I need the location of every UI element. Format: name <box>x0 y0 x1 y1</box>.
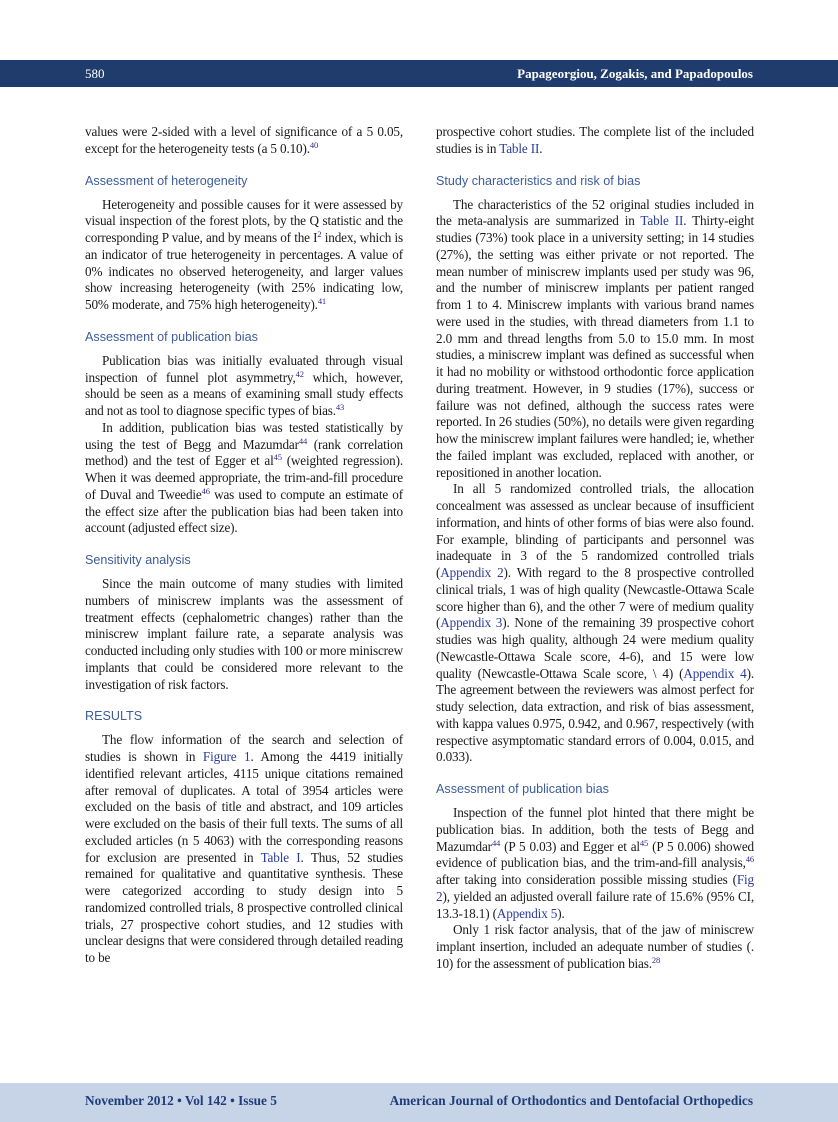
text-run: (weighted regression). When it was deemed appropriate, the trim-and-fill procedure of Duval and Tweedie <box>85 453 404 502</box>
text-run: prospective cohort studies. The complete list of the included studies is in <box>436 124 754 156</box>
section-heading: Study characteristics and risk of bias <box>436 173 641 188</box>
paragraph <box>85 197 403 314</box>
citation-reference[interactable]: 44 <box>298 435 308 446</box>
footer-journal: American Journal of Orthodontics and Dentofacial Orthopedics <box>389 1093 753 1108</box>
page-number: 580 <box>85 66 105 81</box>
running-footer <box>0 1083 838 1122</box>
text-run: The flow information of the search and selection of studies is shown in <box>85 732 403 764</box>
paragraph <box>436 197 754 482</box>
running-header <box>0 60 838 87</box>
text-run: ). <box>557 905 565 921</box>
text-run: Since the main outcome of many studies with limited numbers of miniscrew implants was the assessment of treatment effects (cephalometric changes) rather than the miniscrew implant failure rate, a separate analysis was conducted including only studies with 100 or more miniscrew implants that could be considered more relevant to the investigation of risk factors. <box>85 576 403 692</box>
text-run: ), yielded an adjusted overall failure rate of 15.6% (95% CI, 13.3-18.1) ( <box>436 888 754 921</box>
text-run: was used to compute an estimate of the effect size after the publication bias had been taken into account (adjusted effect size). <box>85 486 403 536</box>
text-run: Publication bias was initially evaluated through visual inspection of funnel plot asymmetry, <box>85 352 403 385</box>
section-heading: Sensitivity analysis <box>85 553 191 567</box>
text-run: . Among the 4419 initially identified relevant articles, 4115 unique citations remained after removal of duplicates. A total of 3954 articles were excluded on the basis of title and abstract, and 109 articles were excluded on the basis of their full texts. The sums of all excluded articles (n 5 4063) with the corresponding reasons for exclusion are presented in <box>85 749 403 865</box>
paragraph <box>436 922 754 972</box>
cross-reference-link[interactable]: Figure 1 <box>202 749 251 764</box>
paragraph <box>85 420 403 537</box>
running-header-authors: Papageorgiou, Zogakis, and Papadopoulos <box>517 66 753 81</box>
footer-issue: November 2012 • Vol 142 • Issue 5 <box>85 1093 277 1108</box>
text-run: The characteristics of the 52 original studies included in the meta-analysis are summarized in <box>436 196 754 229</box>
citation-reference[interactable]: 43 <box>335 402 345 412</box>
text-run: Only 1 risk factor analysis, that of the jaw of miniscrew implant insertion, included an adequate number of studies (. 10) for the assessment of publication bias. <box>436 922 754 971</box>
paragraph <box>436 805 754 922</box>
paragraph <box>85 353 403 420</box>
text-run: ). With regard to the 8 prospective controlled clinical trials, 1 was of high quality (Newcastle-Ottawa Scale score higher than 6), and the other 7 were of medium quality ( <box>436 565 755 631</box>
text-run: (rank correlation method) and the test of Egger et al <box>85 436 403 469</box>
cross-reference-link[interactable]: Table II <box>499 140 540 156</box>
cross-reference-link[interactable]: Appendix 4 <box>683 665 747 681</box>
paragraph <box>85 732 403 967</box>
text-run: index, which is an indicator of true heterogeneity in percentages. A value of 0% indicates no observed heterogeneity, and larger values show increasing heterogeneity (with 25% indicating low, 50% moderate, and 75% high heterogeneity). <box>85 230 403 312</box>
citation-reference[interactable]: 42 <box>295 368 304 379</box>
citation-reference[interactable]: 46 <box>201 485 210 496</box>
cross-reference-link[interactable]: Table I <box>260 849 301 865</box>
section-heading: RESULTS <box>85 709 143 724</box>
paragraph <box>436 124 754 158</box>
cross-reference-link[interactable]: Fig 2 <box>436 872 754 904</box>
cross-reference-link[interactable]: Appendix 5 <box>496 905 558 921</box>
text-run: (P 5 0.03) and Egger et al <box>500 838 640 854</box>
citation-reference[interactable]: 45 <box>639 837 649 848</box>
citation-reference[interactable]: 28 <box>651 954 661 965</box>
citation-reference[interactable]: 41 <box>317 296 327 306</box>
cross-reference-link[interactable]: Appendix 2 <box>440 565 504 580</box>
paragraph <box>436 481 754 766</box>
cross-reference-link[interactable]: Appendix 3 <box>440 615 503 631</box>
section-heading: Assessment of publication bias <box>436 782 609 796</box>
text-run: . Thirty-eight studies (73%) took place in a university setting; in 14 studies (27%), the setting was either private or not reported. The mean number of miniscrew implants used per study was 96, and the number of miniscrew implants per patient ranged from 1 to 4. Miniscrew implants with various brand names were used in the studies, with thread diameters from 1.1 to 2.0 mm and thread lengths from 5.0 to 15.0 mm. In most studies, a miniscrew implant was defined as successful when it had no mobility or withstood orthodontic force application during treatment. However, in 9 studies (17%), success or failure was not defined, although the success rates were reported. In 26 studies (50%), no details were given regarding how the miniscrew implant failures were handled; ie, whether the failed implant was excluded, replaced with another, or repositioned in another location. <box>436 213 755 480</box>
text-run: Inspection of the funnel plot hinted that there might be publication bias. In addition, both the tests of Begg and Mazumdar <box>436 805 754 854</box>
text-run: ). The agreement between the reviewers was almost perfect for study selection, data extraction, and risk of bias assessment, with kappa values 0.975, 0.942, and 0.967, respectively (with respective asymptomatic standard errors of 0.004, 0.015, and 0.033). <box>436 665 754 765</box>
text-run: which, however, should be seen as a means of examining small study effects and not as tool to diagnose specific types of bias. <box>85 369 403 418</box>
cross-reference-link[interactable]: Table II <box>640 213 684 229</box>
text-run: values were 2-sided with a level of significance of a 5 0.05, except for the heterogeneity tests (a 5 0.10). <box>85 124 403 156</box>
section-heading: Assessment of publication bias <box>85 329 258 344</box>
text-run: In all 5 randomized controlled trials, the allocation concealment was assessed as unclear because of insufficient information, and hints of other forms of bias were also found. For example, blinding of participants and personnel was inadequate in 3 of the 5 randomized controlled trials ( <box>436 481 754 580</box>
citation-reference[interactable]: 2 <box>317 229 322 239</box>
citation-reference[interactable]: 45 <box>273 452 282 463</box>
text-run: ). None of the remaining 39 prospective cohort studies was high quality, although 24 were medium quality (Newcastle-Ottawa Scale score, 4-6), and 15 were low quality (Newcastle-Ottawa Scale score, \ 4) ( <box>436 615 755 681</box>
left-column <box>85 124 403 967</box>
text-run: . Thus, 52 studies remained for qualitative and quantitative synthesis. These were categorized according to study design into 5 randomized controlled trials, 8 prospective controlled clinical trials, 27 prospective cohort studies, and 12 studies with unclear designs that were considered through detailed reading to be <box>85 849 403 965</box>
citation-reference[interactable]: 46 <box>745 854 754 865</box>
citation-reference[interactable]: 44 <box>491 837 501 848</box>
right-column <box>436 124 754 973</box>
section-heading: Assessment of heterogeneity <box>85 173 248 188</box>
paragraph <box>85 124 403 158</box>
paragraph <box>85 576 403 693</box>
text-run: . <box>539 140 543 156</box>
text-run: after taking into consideration possible missing studies ( <box>436 872 737 887</box>
citation-reference[interactable]: 40 <box>309 139 319 150</box>
text-run: (P 5 0.006) showed evidence of publication bias, and the trim-and-fill analysis, <box>436 838 755 871</box>
text-run: Heterogeneity and possible causes for it were assessed by visual inspection of the forest plots, by the Q statistic and the corresponding P value, and by means of the I <box>85 196 403 245</box>
text-run: In addition, publication bias was tested statistically by using the test of Begg and Mazumdar <box>85 419 403 452</box>
